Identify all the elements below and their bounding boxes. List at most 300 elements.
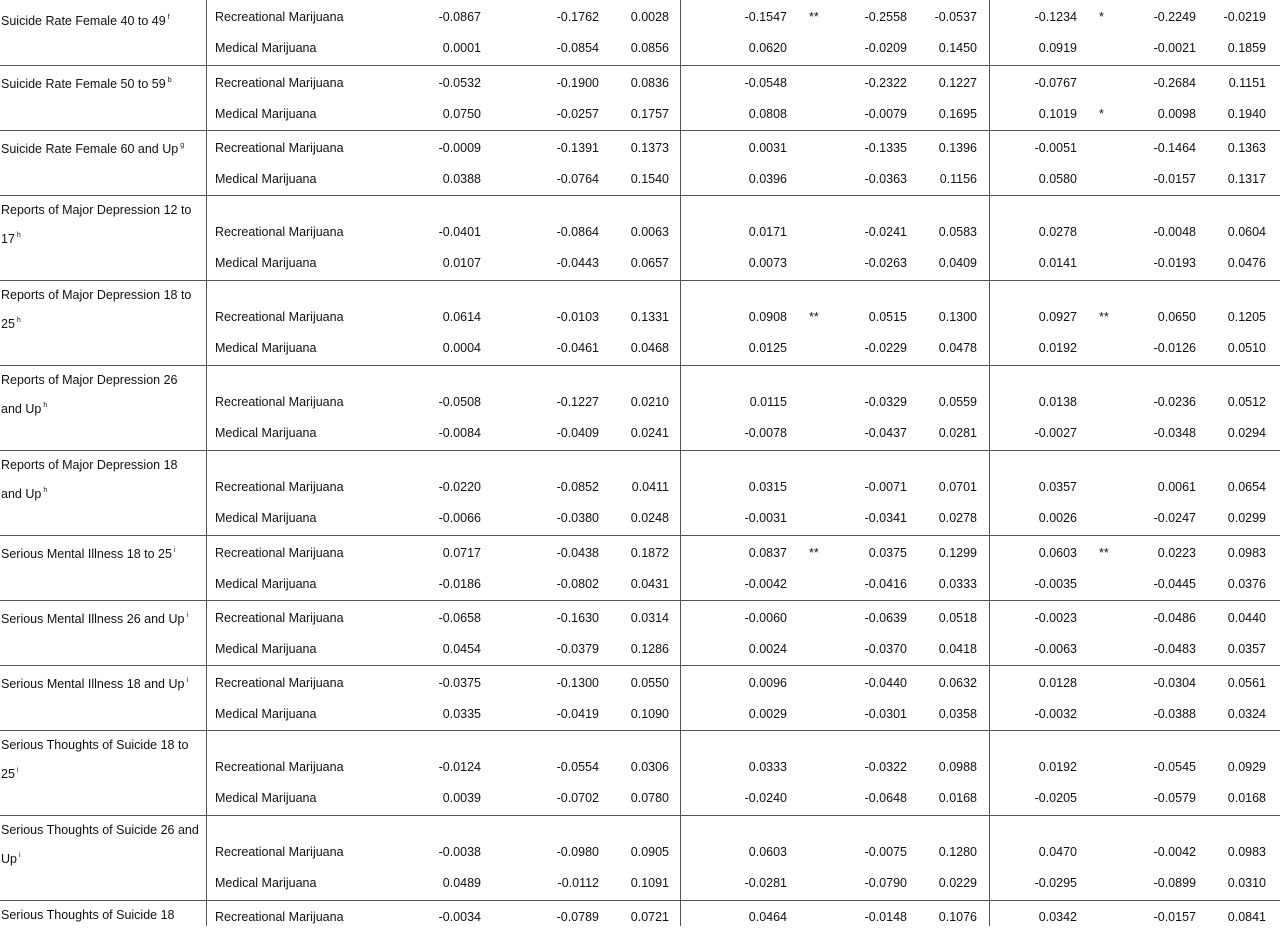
value-cell: 0.0128 bbox=[1038, 676, 1077, 690]
value-cell: 0.0026 bbox=[1038, 511, 1077, 525]
value-cell: -0.0031 bbox=[744, 511, 787, 525]
medical-row bbox=[0, 338, 1280, 358]
value-cell: 0.0024 bbox=[748, 642, 787, 656]
value-cell: -0.0023 bbox=[1034, 611, 1077, 625]
value-cell: 0.0905 bbox=[630, 845, 669, 859]
value-cell: -0.0764 bbox=[556, 172, 599, 186]
medical-row bbox=[0, 253, 1280, 273]
value-cell: 0.1363 bbox=[1227, 141, 1266, 155]
value-cell: -0.0042 bbox=[744, 577, 787, 591]
outcome-group bbox=[0, 666, 1280, 731]
value-cell: 0.0388 bbox=[442, 172, 481, 186]
value-cell: 0.0919 bbox=[1038, 41, 1077, 55]
value-cell: -0.0263 bbox=[864, 256, 907, 270]
value-cell: -0.0281 bbox=[744, 876, 787, 890]
value-cell: -0.0157 bbox=[1153, 172, 1196, 186]
recreational-row bbox=[0, 757, 1280, 777]
treatment-label: Medical Marijuana bbox=[215, 791, 317, 805]
value-cell: 0.0657 bbox=[630, 256, 669, 270]
value-cell: 0.0650 bbox=[1157, 310, 1196, 324]
recreational-row bbox=[0, 673, 1280, 693]
value-cell: 0.0983 bbox=[1227, 546, 1266, 560]
footnote-marker: h bbox=[43, 402, 48, 409]
value-cell: -0.1227 bbox=[556, 395, 599, 409]
value-cell: 0.0468 bbox=[630, 341, 669, 355]
value-cell: -0.0548 bbox=[744, 76, 787, 90]
value-cell: -0.0229 bbox=[864, 341, 907, 355]
value-cell: -0.0060 bbox=[744, 611, 787, 625]
value-cell: 0.1331 bbox=[630, 310, 669, 324]
value-cell: -0.1900 bbox=[556, 76, 599, 90]
value-cell: -0.0063 bbox=[1034, 642, 1077, 656]
value-cell: -0.0084 bbox=[438, 426, 481, 440]
value-cell: -0.0034 bbox=[438, 910, 481, 924]
value-cell: 0.1227 bbox=[938, 76, 977, 90]
value-cell: 0.0654 bbox=[1227, 480, 1266, 494]
value-cell: -0.0438 bbox=[556, 546, 599, 560]
outcome-group bbox=[0, 196, 1280, 281]
outcome-group bbox=[0, 0, 1280, 66]
value-cell: -0.1335 bbox=[864, 141, 907, 155]
value-cell: 0.0171 bbox=[748, 225, 787, 239]
value-cell: -0.1464 bbox=[1153, 141, 1196, 155]
recreational-row bbox=[0, 7, 1280, 27]
treatment-label: Recreational Marijuana bbox=[215, 225, 344, 239]
treatment-label: Recreational Marijuana bbox=[215, 910, 344, 924]
outcome-group bbox=[0, 601, 1280, 666]
value-cell: 0.1299 bbox=[938, 546, 977, 560]
value-cell: -0.0648 bbox=[864, 791, 907, 805]
value-cell: -0.0899 bbox=[1153, 876, 1196, 890]
value-cell: 0.0278 bbox=[938, 511, 977, 525]
value-cell: 0.0983 bbox=[1227, 845, 1266, 859]
value-cell: -0.1762 bbox=[556, 10, 599, 24]
value-cell: 0.0310 bbox=[1227, 876, 1266, 890]
treatment-label: Recreational Marijuana bbox=[215, 395, 344, 409]
value-cell: 0.0342 bbox=[1038, 910, 1077, 924]
value-cell: 0.0583 bbox=[938, 225, 977, 239]
value-cell: 0.0489 bbox=[442, 876, 481, 890]
outcome-group bbox=[0, 816, 1280, 901]
value-cell: 0.1859 bbox=[1227, 41, 1266, 55]
value-cell: -0.0186 bbox=[438, 577, 481, 591]
medical-row bbox=[0, 104, 1280, 124]
outcome-label-text: Serious Thoughts of Suicide 18 to 25 bbox=[1, 738, 189, 781]
value-cell: 0.0376 bbox=[1227, 577, 1266, 591]
value-cell: -0.0078 bbox=[744, 426, 787, 440]
value-cell: 0.0107 bbox=[442, 256, 481, 270]
value-cell: -0.0370 bbox=[864, 642, 907, 656]
value-cell: 0.1151 bbox=[1228, 76, 1266, 90]
value-cell: -0.0658 bbox=[438, 611, 481, 625]
value-cell: -0.0247 bbox=[1153, 511, 1196, 525]
value-cell: -0.0322 bbox=[864, 760, 907, 774]
footnote-marker: h bbox=[43, 487, 48, 494]
value-cell: -0.0437 bbox=[864, 426, 907, 440]
outcome-label-text: Suicide Rate Female 50 to 59 bbox=[1, 77, 166, 91]
medical-row bbox=[0, 423, 1280, 443]
value-cell: -0.0388 bbox=[1153, 707, 1196, 721]
outcome-group bbox=[0, 281, 1280, 366]
value-cell: -0.0329 bbox=[864, 395, 907, 409]
value-cell: 0.0440 bbox=[1227, 611, 1266, 625]
recreational-row bbox=[0, 307, 1280, 327]
value-cell: -0.2684 bbox=[1153, 76, 1196, 90]
value-cell: 0.0029 bbox=[748, 707, 787, 721]
value-cell: 0.0324 bbox=[1227, 707, 1266, 721]
value-cell: -0.0157 bbox=[1153, 910, 1196, 924]
value-cell: -0.1234 bbox=[1034, 10, 1077, 24]
value-cell: 0.0418 bbox=[938, 642, 977, 656]
value-cell: 0.0115 bbox=[749, 395, 787, 409]
value-cell: 0.1280 bbox=[938, 845, 977, 859]
value-cell: 0.0470 bbox=[1038, 845, 1077, 859]
value-cell: 0.0908 bbox=[748, 310, 787, 324]
treatment-label: Recreational Marijuana bbox=[215, 76, 344, 90]
medical-row bbox=[0, 639, 1280, 659]
value-cell: 0.0750 bbox=[442, 107, 481, 121]
treatment-label: Medical Marijuana bbox=[215, 707, 317, 721]
value-cell: 0.1757 bbox=[630, 107, 669, 121]
value-cell: 0.1076 bbox=[938, 910, 977, 924]
value-cell: 0.0138 bbox=[1038, 395, 1077, 409]
value-cell: -0.0219 bbox=[1223, 10, 1266, 24]
value-cell: -0.0027 bbox=[1034, 426, 1077, 440]
value-cell: 0.0281 bbox=[938, 426, 977, 440]
value-cell: 0.0168 bbox=[938, 791, 977, 805]
value-cell: -0.0075 bbox=[864, 845, 907, 859]
significance-stars: ** bbox=[1099, 310, 1109, 324]
value-cell: 0.0192 bbox=[1038, 760, 1077, 774]
significance-stars: ** bbox=[809, 546, 819, 560]
value-cell: 0.1205 bbox=[1227, 310, 1266, 324]
footnote-marker: i bbox=[18, 852, 21, 859]
value-cell: -0.0790 bbox=[864, 876, 907, 890]
value-cell: 0.0603 bbox=[748, 845, 787, 859]
value-cell: 0.0039 bbox=[442, 791, 481, 805]
footnote-marker: i bbox=[173, 547, 176, 554]
treatment-label: Medical Marijuana bbox=[215, 511, 317, 525]
medical-row bbox=[0, 704, 1280, 724]
value-cell: 0.1940 bbox=[1227, 107, 1266, 121]
value-cell: 0.0464 bbox=[748, 910, 787, 924]
outcome-group bbox=[0, 901, 1280, 935]
recreational-row bbox=[0, 73, 1280, 93]
value-cell: 0.0210 bbox=[630, 395, 669, 409]
value-cell: -0.0702 bbox=[556, 791, 599, 805]
value-cell: -0.0537 bbox=[934, 10, 977, 24]
significance-stars: ** bbox=[809, 310, 819, 324]
value-cell: -0.0579 bbox=[1153, 791, 1196, 805]
value-cell: -0.0445 bbox=[1153, 577, 1196, 591]
value-cell: 0.1286 bbox=[630, 642, 669, 656]
value-cell: 0.1540 bbox=[630, 172, 669, 186]
value-cell: -0.0532 bbox=[438, 76, 481, 90]
value-cell: -0.0066 bbox=[438, 511, 481, 525]
treatment-label: Medical Marijuana bbox=[215, 341, 317, 355]
value-cell: 0.0306 bbox=[630, 760, 669, 774]
value-cell: -0.0380 bbox=[556, 511, 599, 525]
value-cell: -0.0802 bbox=[556, 577, 599, 591]
value-cell: 0.0314 bbox=[630, 611, 669, 625]
medical-row bbox=[0, 38, 1280, 58]
recreational-row bbox=[0, 222, 1280, 242]
value-cell: -0.0867 bbox=[438, 10, 481, 24]
recreational-row bbox=[0, 392, 1280, 412]
value-cell: 0.0856 bbox=[630, 41, 669, 55]
value-cell: 0.0701 bbox=[938, 480, 977, 494]
treatment-label: Medical Marijuana bbox=[215, 426, 317, 440]
value-cell: 0.0333 bbox=[938, 577, 977, 591]
value-cell: 0.0229 bbox=[938, 876, 977, 890]
treatment-label: Recreational Marijuana bbox=[215, 310, 344, 324]
value-cell: -0.0205 bbox=[1034, 791, 1077, 805]
value-cell: -0.0486 bbox=[1153, 611, 1196, 625]
value-cell: 0.0001 bbox=[442, 41, 481, 55]
footnote-marker: g bbox=[180, 142, 185, 149]
value-cell: -0.0295 bbox=[1034, 876, 1077, 890]
value-cell: 0.0241 bbox=[630, 426, 669, 440]
treatment-label: Medical Marijuana bbox=[215, 172, 317, 186]
treatment-label: Medical Marijuana bbox=[215, 107, 317, 121]
medical-row bbox=[0, 873, 1280, 893]
value-cell: 0.0808 bbox=[748, 107, 787, 121]
value-cell: 0.0031 bbox=[748, 141, 787, 155]
value-cell: -0.0379 bbox=[556, 642, 599, 656]
value-cell: 0.0375 bbox=[868, 546, 907, 560]
value-cell: 0.0223 bbox=[1157, 546, 1196, 560]
value-cell: 0.0278 bbox=[1038, 225, 1077, 239]
value-cell: 0.1156 bbox=[939, 172, 977, 186]
treatment-label: Recreational Marijuana bbox=[215, 611, 344, 625]
value-cell: 0.0396 bbox=[748, 172, 787, 186]
value-cell: -0.0038 bbox=[438, 845, 481, 859]
value-cell: 0.0927 bbox=[1038, 310, 1077, 324]
value-cell: -0.0009 bbox=[438, 141, 481, 155]
value-cell: 0.0294 bbox=[1227, 426, 1266, 440]
value-cell: -0.0554 bbox=[556, 760, 599, 774]
outcome-label-text: Reports of Major Depression 18 and Up bbox=[1, 458, 178, 501]
value-cell: -0.0483 bbox=[1153, 642, 1196, 656]
value-cell: -0.0401 bbox=[438, 225, 481, 239]
value-cell: 0.1300 bbox=[938, 310, 977, 324]
value-cell: 0.0411 bbox=[631, 480, 669, 494]
value-cell: -0.1300 bbox=[556, 676, 599, 690]
value-cell: 0.0837 bbox=[748, 546, 787, 560]
value-cell: 0.0929 bbox=[1227, 760, 1266, 774]
value-cell: -0.0767 bbox=[1034, 76, 1077, 90]
column-divider bbox=[680, 0, 681, 926]
value-cell: -0.0051 bbox=[1034, 141, 1077, 155]
value-cell: -0.0440 bbox=[864, 676, 907, 690]
value-cell: -0.0209 bbox=[864, 41, 907, 55]
value-cell: -0.0864 bbox=[556, 225, 599, 239]
value-cell: -0.0103 bbox=[556, 310, 599, 324]
footnote-marker: i bbox=[186, 612, 188, 619]
value-cell: 0.0096 bbox=[748, 676, 787, 690]
value-cell: -0.0048 bbox=[1153, 225, 1196, 239]
recreational-row bbox=[0, 138, 1280, 158]
footnote-marker: h bbox=[16, 317, 21, 324]
value-cell: 0.0559 bbox=[938, 395, 977, 409]
value-cell: -0.0301 bbox=[864, 707, 907, 721]
outcome-label-text: Reports of Major Depression 18 to 25 bbox=[1, 288, 192, 331]
recreational-row bbox=[0, 907, 1280, 927]
value-cell: -0.0126 bbox=[1153, 341, 1196, 355]
significance-stars: * bbox=[1099, 10, 1104, 24]
value-cell: 0.0780 bbox=[630, 791, 669, 805]
value-cell: -0.2249 bbox=[1153, 10, 1196, 24]
value-cell: -0.0257 bbox=[556, 107, 599, 121]
treatment-label: Recreational Marijuana bbox=[215, 141, 344, 155]
value-cell: -0.0148 bbox=[864, 910, 907, 924]
outcome-group bbox=[0, 66, 1280, 131]
value-cell: 0.0168 bbox=[1227, 791, 1266, 805]
medical-row bbox=[0, 508, 1280, 528]
value-cell: 0.0357 bbox=[1227, 642, 1266, 656]
outcome-group bbox=[0, 366, 1280, 451]
value-cell: 0.0357 bbox=[1038, 480, 1077, 494]
value-cell: 0.0550 bbox=[630, 676, 669, 690]
value-cell: -0.0079 bbox=[864, 107, 907, 121]
recreational-row bbox=[0, 608, 1280, 628]
value-cell: 0.0335 bbox=[442, 707, 481, 721]
value-cell: 0.0454 bbox=[442, 642, 481, 656]
value-cell: 0.1872 bbox=[630, 546, 669, 560]
value-cell: 0.0125 bbox=[748, 341, 787, 355]
value-cell: -0.0304 bbox=[1153, 676, 1196, 690]
treatment-label: Medical Marijuana bbox=[215, 642, 317, 656]
recreational-row bbox=[0, 842, 1280, 862]
value-cell: 0.1090 bbox=[630, 707, 669, 721]
outcome-label-text: Serious Mental Illness 18 and Up bbox=[1, 677, 185, 691]
outcome-label-text: Reports of Major Depression 26 and Up bbox=[1, 373, 178, 416]
value-cell: 0.0315 bbox=[748, 480, 787, 494]
outcome-label-text: Serious Mental Illness 26 and Up bbox=[1, 612, 185, 626]
value-cell: -0.0124 bbox=[438, 760, 481, 774]
value-cell: -0.0980 bbox=[556, 845, 599, 859]
outcome-group bbox=[0, 536, 1280, 601]
value-cell: -0.0416 bbox=[864, 577, 907, 591]
treatment-label: Recreational Marijuana bbox=[215, 676, 344, 690]
footnote-marker: h bbox=[16, 232, 21, 239]
medical-row bbox=[0, 788, 1280, 808]
value-cell: 0.0561 bbox=[1227, 676, 1266, 690]
value-cell: 0.0836 bbox=[630, 76, 669, 90]
value-cell: 0.0604 bbox=[1227, 225, 1266, 239]
value-cell: 0.0580 bbox=[1038, 172, 1077, 186]
value-cell: 0.0988 bbox=[938, 760, 977, 774]
value-cell: -0.0220 bbox=[438, 480, 481, 494]
treatment-label: Medical Marijuana bbox=[215, 577, 317, 591]
treatment-label: Recreational Marijuana bbox=[215, 10, 344, 24]
footnote-marker: f bbox=[167, 14, 170, 21]
treatment-label: Medical Marijuana bbox=[215, 41, 317, 55]
value-cell: -0.0042 bbox=[1153, 845, 1196, 859]
value-cell: -0.0341 bbox=[864, 511, 907, 525]
value-cell: 0.0518 bbox=[938, 611, 977, 625]
value-cell: 0.1450 bbox=[938, 41, 977, 55]
value-cell: 0.0614 bbox=[442, 310, 481, 324]
value-cell: -0.0789 bbox=[556, 910, 599, 924]
footnote-marker: b bbox=[167, 77, 172, 84]
value-cell: -0.0071 bbox=[864, 480, 907, 494]
value-cell: -0.0348 bbox=[1153, 426, 1196, 440]
value-cell: 0.1091 bbox=[630, 876, 669, 890]
significance-stars: * bbox=[1099, 107, 1104, 121]
value-cell: -0.0193 bbox=[1153, 256, 1196, 270]
value-cell: 0.0248 bbox=[630, 511, 669, 525]
value-cell: 0.0841 bbox=[1227, 910, 1266, 924]
outcome-label-text: Reports of Major Depression 12 to 17 bbox=[1, 203, 192, 246]
value-cell: 0.0098 bbox=[1157, 107, 1196, 121]
value-cell: 0.0620 bbox=[748, 41, 787, 55]
outcome-label-text: Suicide Rate Female 40 to 49 bbox=[1, 14, 166, 28]
value-cell: -0.0363 bbox=[864, 172, 907, 186]
value-cell: 0.0333 bbox=[748, 760, 787, 774]
value-cell: 0.0141 bbox=[1038, 256, 1077, 270]
value-cell: -0.0854 bbox=[556, 41, 599, 55]
outcome-group bbox=[0, 731, 1280, 816]
footnote-marker: i bbox=[186, 677, 188, 684]
significance-stars: ** bbox=[809, 10, 819, 24]
value-cell: -0.0236 bbox=[1153, 395, 1196, 409]
value-cell: -0.0419 bbox=[556, 707, 599, 721]
recreational-row bbox=[0, 543, 1280, 563]
treatment-label: Recreational Marijuana bbox=[215, 845, 344, 859]
column-divider bbox=[989, 0, 990, 926]
value-cell: 0.0358 bbox=[938, 707, 977, 721]
value-cell: 0.1373 bbox=[630, 141, 669, 155]
value-cell: 0.0073 bbox=[748, 256, 787, 270]
value-cell: 0.0476 bbox=[1227, 256, 1266, 270]
footnote-marker: i bbox=[16, 767, 19, 774]
value-cell: -0.0240 bbox=[744, 791, 787, 805]
treatment-label: Medical Marijuana bbox=[215, 256, 317, 270]
outcome-group bbox=[0, 451, 1280, 536]
value-cell: 0.0632 bbox=[938, 676, 977, 690]
treatment-label: Recreational Marijuana bbox=[215, 480, 344, 494]
value-cell: -0.2322 bbox=[864, 76, 907, 90]
medical-row bbox=[0, 574, 1280, 594]
value-cell: 0.1317 bbox=[1227, 172, 1266, 186]
value-cell: 0.0515 bbox=[868, 310, 907, 324]
value-cell: -0.0112 bbox=[557, 876, 599, 890]
value-cell: 0.0299 bbox=[1227, 511, 1266, 525]
value-cell: 0.0512 bbox=[1227, 395, 1266, 409]
treatment-label: Medical Marijuana bbox=[215, 876, 317, 890]
recreational-row bbox=[0, 477, 1280, 497]
outcome-label-text: Suicide Rate Female 60 and Up bbox=[1, 142, 179, 156]
significance-stars: ** bbox=[1099, 546, 1109, 560]
value-cell: -0.1391 bbox=[556, 141, 599, 155]
value-cell: -0.0639 bbox=[864, 611, 907, 625]
value-cell: -0.0443 bbox=[556, 256, 599, 270]
value-cell: 0.0409 bbox=[938, 256, 977, 270]
value-cell: 0.1396 bbox=[938, 141, 977, 155]
value-cell: 0.0004 bbox=[442, 341, 481, 355]
value-cell: 0.0028 bbox=[630, 10, 669, 24]
value-cell: 0.0510 bbox=[1227, 341, 1266, 355]
value-cell: 0.0063 bbox=[630, 225, 669, 239]
treatment-label: Recreational Marijuana bbox=[215, 760, 344, 774]
value-cell: 0.0061 bbox=[1157, 480, 1196, 494]
outcome-group bbox=[0, 131, 1280, 196]
column-divider bbox=[206, 0, 207, 926]
value-cell: -0.0409 bbox=[556, 426, 599, 440]
treatment-label: Recreational Marijuana bbox=[215, 546, 344, 560]
value-cell: 0.1695 bbox=[938, 107, 977, 121]
